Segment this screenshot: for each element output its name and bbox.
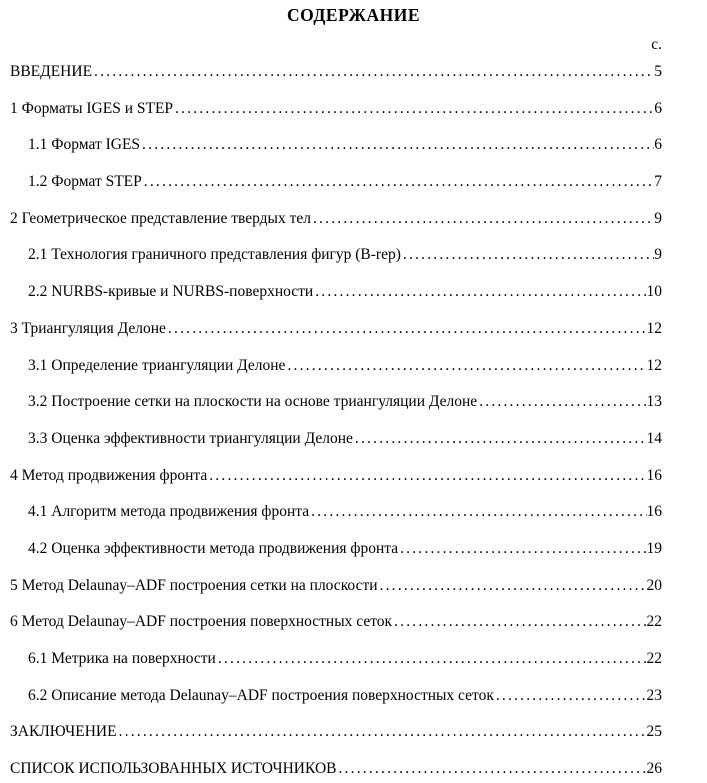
dotted-leader [311, 502, 646, 521]
toc-entry-label: 2.1 Технология граничного представления фигур (B-rep) [28, 246, 401, 264]
dotted-leader [175, 99, 654, 118]
toc-entry-label: 5 Метод Delaunay–ADF построения сетки на плоскости [10, 576, 378, 594]
toc-entry[interactable] [10, 245, 662, 282]
toc-entry[interactable] [10, 686, 662, 723]
page-number-column-header: с. [651, 36, 662, 53]
dotted-leader [400, 539, 646, 558]
toc-entry-label: 6.1 Метрика на поверхности [28, 650, 216, 667]
dotted-leader [144, 172, 654, 191]
toc-entry[interactable] [10, 429, 662, 466]
toc-entry-page-number: 13 [646, 393, 662, 411]
dotted-leader [479, 392, 646, 411]
toc-entry-page-number: 6 [654, 99, 662, 117]
toc-entry[interactable] [10, 649, 662, 686]
toc-entry[interactable] [10, 466, 662, 503]
toc-entry-label: 4.1 Алгоритм метода продвижения фронта [28, 503, 310, 521]
toc-entry[interactable] [10, 612, 662, 649]
dotted-leader [287, 356, 646, 375]
toc-entry-page-number: 14 [646, 429, 662, 447]
toc-content [0, 36, 707, 783]
toc-entry-label: 2.2 NURBS-кривые и NURBS-поверхности [28, 283, 314, 301]
toc-entry[interactable] [10, 356, 662, 393]
dotted-leader [218, 649, 647, 668]
dotted-leader [403, 245, 654, 264]
toc-entry-page-number: 10 [646, 283, 662, 301]
toc-entry-label: 6 Метод Delaunay–ADF построения поверхностных сеток [10, 613, 393, 631]
toc-entry-page-number: 16 [646, 503, 662, 521]
dotted-leader [315, 282, 646, 301]
toc-entry[interactable] [10, 539, 662, 576]
toc-entry-page-number: 19 [646, 539, 662, 557]
page-title: СОДЕРЖАНИЕ [286, 5, 420, 25]
toc-entry-page-number: 5 [654, 63, 662, 80]
toc-entry[interactable] [10, 282, 662, 319]
toc-entry[interactable] [10, 392, 662, 429]
toc-entry[interactable] [10, 172, 662, 209]
toc-entry-page-number: 20 [646, 576, 662, 594]
toc-entry-label: 3.2 Построение сетки на плоскости на основе триангуляции Делоне [28, 393, 478, 411]
toc-entry[interactable] [10, 502, 662, 539]
toc-entry-label: 2 Геометрическое представление твердых тел [10, 209, 311, 227]
dotted-leader [355, 429, 647, 448]
dotted-leader [94, 62, 654, 81]
toc-entry-label: 6.2 Описание метода Delaunay–ADF построения поверхностных сеток [28, 686, 494, 704]
toc-entry-label: 3.1 Определение триангуляции Делоне [28, 356, 286, 374]
toc-entry-page-number: 9 [654, 246, 662, 264]
dotted-leader [209, 466, 646, 485]
toc-entry-label: 4.2 Оценка эффективности метода продвижения фронта [28, 539, 399, 557]
dotted-leader [338, 759, 646, 778]
toc-entry-label: 1 Форматы IGES и STEP [10, 99, 174, 117]
toc-entry-label: ВВЕДЕНИЕ [10, 63, 93, 80]
dotted-leader [380, 576, 647, 595]
document-page [0, 5, 707, 783]
toc-entry-label: ЗАКЛЮЧЕНИЕ [10, 723, 117, 741]
dotted-leader [496, 686, 647, 705]
toc-entry[interactable] [10, 135, 662, 172]
toc-entry-label: 3.3 Оценка эффективности триангуляции Делоне [28, 429, 353, 447]
toc-entry[interactable] [10, 759, 662, 783]
toc-entry-page-number: 6 [654, 136, 662, 154]
toc-entry[interactable] [10, 319, 662, 356]
toc-entry-page-number: 22 [646, 613, 662, 631]
toc-entry-page-number: 12 [646, 319, 662, 337]
toc-entry-page-number: 25 [646, 723, 662, 741]
dotted-leader [313, 209, 654, 228]
toc-entry-page-number: 22 [646, 650, 662, 667]
toc-entry[interactable] [10, 62, 662, 99]
toc-entry-label: 1.1 Формат IGES [28, 136, 141, 154]
dotted-leader [119, 722, 647, 741]
toc-entry-label: СПИСОК ИСПОЛЬЗОВАННЫХ ИСТОЧНИКОВ [10, 760, 337, 778]
dotted-leader [168, 319, 647, 338]
toc-list [10, 62, 662, 783]
dotted-leader [394, 612, 646, 631]
toc-entry[interactable] [10, 99, 662, 136]
toc-entry-page-number: 16 [646, 466, 662, 484]
toc-entry[interactable] [10, 209, 662, 246]
toc-entry[interactable] [10, 722, 662, 759]
toc-entry-page-number: 12 [646, 356, 662, 374]
toc-entry-label: 4 Метод продвижения фронта [10, 466, 208, 484]
toc-entry-page-number: 23 [646, 686, 662, 704]
toc-entry-page-number: 26 [646, 760, 662, 778]
toc-entry-page-number: 9 [654, 209, 662, 227]
toc-entry-page-number: 7 [654, 173, 662, 191]
dotted-leader [142, 135, 654, 154]
toc-entry-label: 1.2 Формат STEP [28, 173, 142, 191]
toc-entry-label: 3 Триангуляция Делоне [10, 319, 166, 337]
toc-entry[interactable] [10, 576, 662, 613]
